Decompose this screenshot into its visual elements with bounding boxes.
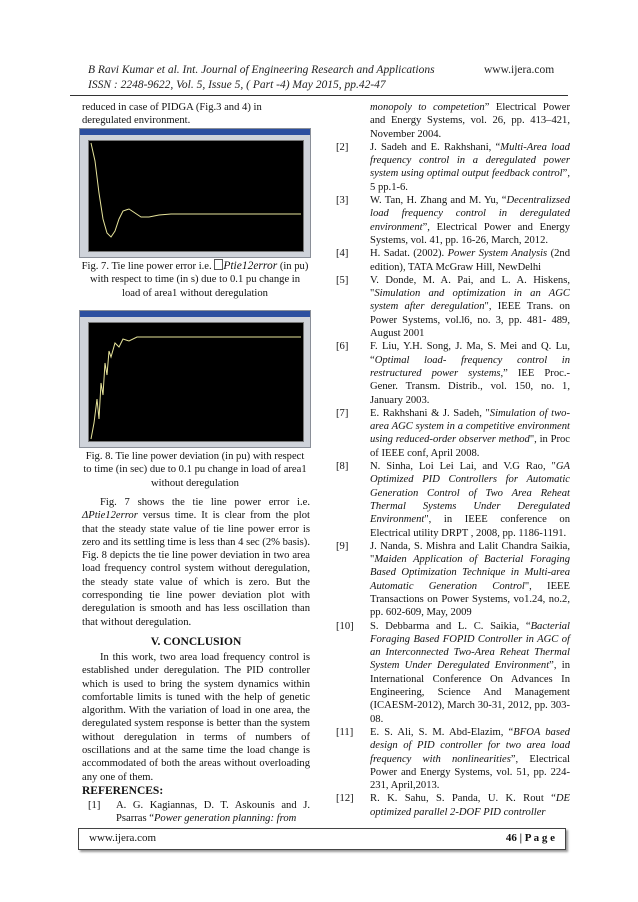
reference-2-post: ”, 5 pp.1-6.: [370, 168, 570, 193]
reference-9-pre: J. Nanda, S. Mishra and Lalit Chandra Saikia, ": [370, 540, 570, 566]
figure-7-trace: [89, 141, 303, 251]
box-glyph-icon: [214, 259, 223, 270]
reference-11: [336, 726, 570, 792]
reference-10-pre: S. Debbarma and L. C. Saikia, “: [370, 620, 531, 632]
reference-11-number: [11]: [336, 726, 354, 738]
reference-3-post: ”, Electrical Power and Energy Systems, vol. 41, pp. 16-26, March, 2012.: [370, 221, 570, 246]
figure-8-caption-line-3: without deregulation: [151, 477, 239, 489]
figure-7-caption: [80, 259, 310, 300]
reference-5-title: Simulation and optimization in an AGC system after deregulation: [370, 288, 570, 313]
conclusion-paragraph: In this work, two area load frequency control is established under deregulation. The PID controller which is used to bring the system dynamics within comfortable limits is tuned with the help of genetic algorithm. With the variation of load in one area, the deregulated system response is better than the system without deregulation in terms of numbers of oscillations and at the same time the load change is accommodated of both the areas without overloading any one of them.: [82, 652, 310, 783]
figure-8-screenshot: [79, 310, 311, 448]
reference-6-title: Optimal load- frequency control in restructured power systems: [370, 354, 570, 379]
reference-12-pre: R. K. Sahu, S. Panda, U. K. Rout “: [370, 793, 556, 805]
reference-10-title: Bacterial Foraging Based FOPID Controller in AGC of an Interconnected Two-Area Reheat Thermal System Under Deregulated Environment: [370, 620, 570, 672]
figure-8-titlebar: [80, 311, 310, 317]
reference-10: [336, 620, 570, 726]
reference-4-number: [4]: [336, 248, 349, 260]
reference-5-pre: V. Donde, M. A. Pai, and L. A. Hiskens, ": [370, 274, 570, 300]
reference-3-pre: W. Tan, H. Zhang and M. Yu, “: [370, 195, 507, 207]
discussion-paragraph: [82, 496, 310, 629]
reference-1-continued: [336, 101, 570, 141]
reference-7: [336, 407, 570, 460]
reference-12-number: [12]: [336, 793, 354, 805]
reference-1-text-b: Power generation planning: from: [153, 813, 297, 825]
reference-4-title: Power System Analysis: [447, 248, 548, 260]
reference-7-post: ", in Proc of IEEE conf, April 2008.: [370, 434, 570, 459]
reference-1-cont-post: ” Electrical Power and Energy Systems, vol. 26, pp. 413–421, November 2004.: [370, 102, 570, 140]
references-heading: REFERENCES:: [82, 785, 164, 797]
reference-6-pre: F. Liu, Y.H. Song, J. Ma, S. Mei and Q. Lu, “: [370, 341, 570, 366]
reference-3-number: [3]: [336, 195, 349, 207]
issn-line: ISSN : 2248-9622, Vol. 5, Issue 5, ( Part -4) May 2015, pp.42-47: [88, 79, 386, 91]
reference-8: [336, 460, 570, 540]
reference-5: [336, 274, 570, 340]
reference-12-title: DE optimized parallel 2-DOF PID controller: [370, 793, 570, 818]
reference-8-pre: N. Sinha, Loi Lei Lai, and V.G Rao, ": [370, 461, 556, 473]
reference-1-text-a: A. G. Kagiannas, D. T. Askounis and J. Psarras “: [116, 800, 310, 825]
reference-6: [336, 340, 570, 406]
reference-9-number: [9]: [336, 540, 349, 552]
reference-7-number: [7]: [336, 407, 349, 419]
reference-9-title: Maiden Application of Bacterial Foraging Based Optimization Technique in Multi-area Automatic Generation Control: [370, 554, 570, 592]
intro-line-2: deregulated environment.: [82, 115, 191, 127]
figure-8-plot: [88, 322, 304, 442]
reference-2-number: [2]: [336, 141, 349, 153]
reference-8-title: GA Optimized PID Controllers for Automatic Generation Control of Two Area Reheat Thermal Systems Under Deregulated Environment: [370, 461, 570, 526]
footer-page-number: 46 | P a g e: [505, 832, 555, 844]
reference-11-pre: E. S. Ali, S. M. Abd-Elazim, “: [370, 726, 514, 738]
reference-7-title: Simulation of two-area AGC system in a competitive environment using reduced-order observer method: [370, 407, 570, 446]
journal-header: B Ravi Kumar et al. Int. Journal of Engineering Research and Applications: [88, 64, 435, 76]
reference-2-title: Multi-Area load frequency control in a deregulated power system using optimal output feedback control: [370, 141, 570, 180]
footer-website-link[interactable]: www.ijera.com: [89, 832, 157, 844]
reference-11-title: BFOA based design of PID controller for two area load frequency with nonlinearities: [370, 726, 570, 765]
header-rule: [70, 95, 568, 96]
figure-7-titlebar: [80, 129, 310, 135]
reference-4-pre: H. Sadat. (2002).: [370, 248, 448, 260]
section-heading-conclusion: V. CONCLUSION: [150, 636, 242, 648]
reference-5-post: ", IEEE Trans. on Power Systems, vol.l6, no. 3, pp. 481- 489, August 2001: [370, 301, 570, 340]
figure-7-plot: [88, 140, 304, 252]
reference-10-number: [10]: [336, 620, 354, 632]
discussion-part-b: versus time. It is clear from the plot that the steady state value of tie line power error is zero and its settling time is less than 4 sec (2% basis). Fig. 8 depicts the tie line power deviation in two area load frequency control system without deregulation, the steady state value of which is zero. But the corresponding tie line power deviation plot with deregulation is smooth and has less oscillation than that without deregulation.: [82, 510, 310, 628]
reference-2: [336, 141, 570, 194]
reference-8-post: ", in IEEE conference on Electrical utility DRPT , 2008, pp. 1186-1191.: [370, 514, 570, 539]
delta-symbol: ΔPtie12error: [82, 510, 138, 522]
reference-9-post: ", IEEE Transactions on Power Systems, vo1.24, no.2, pp. 602-609, May, 2009: [370, 580, 570, 619]
reference-7-pre: E. Rakhshani & J. Sadeh, ": [370, 407, 490, 419]
reference-2-pre: J. Sadeh and E. Rakhshani, “: [370, 141, 501, 153]
reference-3-title: Decentralizsed load frequency control in deregulated environment: [370, 195, 570, 233]
reference-1: [82, 799, 310, 826]
reference-12: [336, 792, 570, 819]
journal-website[interactable]: www.ijera.com: [484, 64, 555, 76]
discussion-part-a: Fig. 7 shows the tie line power error i.e.: [100, 497, 310, 508]
reference-1-cont-italic: monopoly to competetion: [370, 102, 485, 113]
reference-6-post: ,” IEE Proc.- Gener. Transm. Distrib., vol. 150, no. 1, January 2003.: [370, 367, 571, 406]
figure-7-caption-pre: Fig. 7. Tie line power error i.e.: [81, 261, 215, 272]
figure-7-screenshot: [79, 128, 311, 258]
reference-8-number: [8]: [336, 461, 349, 473]
intro-line-1: reduced in case of PIDGA (Fig.3 and 4) in: [82, 102, 262, 113]
reference-4-post: (2nd edition), TATA McGraw Hill, NewDelhi: [370, 248, 570, 273]
reference-11-post: ”, Electrical Power and Energy Systems, vol. 51, pp. 224-231, April,2013.: [370, 753, 570, 792]
reference-9: [336, 540, 570, 620]
figure-8-caption-line-1: Fig. 8. Tie line power deviation (in pu) with respect: [85, 451, 305, 462]
reference-10-post: ”, in International Conference On Advances In Engineering, Science And Management (ICAESM-2012), March 30-31, 2012, pp. 303-08.: [370, 660, 570, 725]
figure-7-symbol: Ptie12error: [223, 260, 278, 272]
figure-7-caption-post: (in pu): [277, 261, 309, 272]
figure-7-caption-line-2: with respect to time (in s) due to 0.1 pu change in: [89, 274, 301, 286]
page-footer: [78, 828, 566, 850]
reference-4: [336, 247, 570, 274]
reference-6-number: [6]: [336, 341, 349, 353]
references-list: [336, 101, 570, 819]
figure-8-caption-line-2: to time (in sec) due to 0.1 pu change in load of area1: [83, 464, 307, 476]
intro-text: [82, 101, 310, 128]
figure-7-caption-line-3: load of area1 without deregulation: [122, 287, 268, 299]
reference-5-number: [5]: [336, 274, 349, 286]
figure-8-trace: [89, 323, 303, 441]
figure-8-caption: [80, 450, 310, 490]
reference-3: [336, 194, 570, 247]
reference-1-number: [1]: [88, 800, 101, 811]
